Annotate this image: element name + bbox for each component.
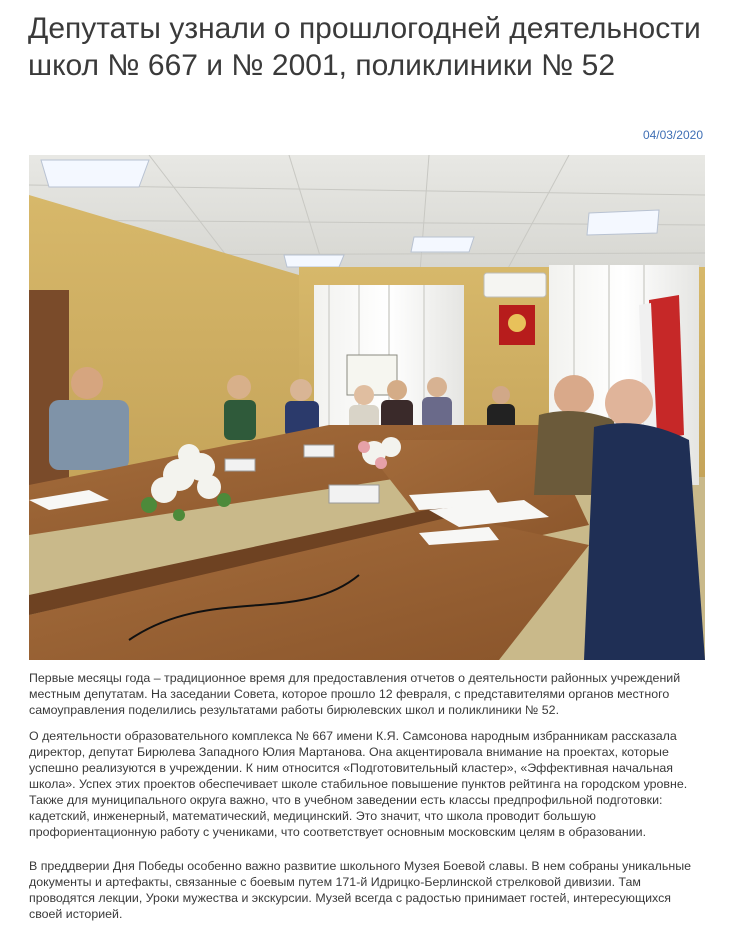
article-photo — [29, 155, 705, 660]
article-paragraph: В преддверии Дня Победы особенно важно развитие школьного Музея Боевой славы. В нем собраны уникальные документы и артефакты, связанные с боевым путем 171-й Идрицко-Берлинской стрелковой дивизии. Там проводятся лекции, Уроки мужества и экскурсии. Музей всегда с радостью принимает гостей, интересующихся своей историей. — [29, 859, 692, 921]
article-paragraph: О деятельности образовательного комплекса № 667 имени К.Я. Самсонова народным избранникам рассказала директор, депутат Бирюлева Западного Юлия Мартанова. Она акцентировала внимание на проектах, которые успешно реализуются в учреждении. К ним относится «Подготовительный кластер», «Эффективная начальная школа». Успех этих проектов обеспечивает школе стабильное повышение пунктов рейтинга на городском уровне. Также для муниципального округа важно, что в учебном заведении есть классы предпрофильной подготовки: кадетский, инженерный, математический, медицинский. Это значит, что школа проводит большую профориентационную работу с учениками, что соответствует основным московским целям в образовании. — [29, 729, 688, 839]
article-date: 04/03/2020 — [642, 128, 703, 142]
article-paragraph: Первые месяцы года – традиционное время для предоставления отчетов о деятельности районных учреждений местным депутатам. На заседании Совета, которое прошло 12 февраля, с представителями органов местного самоуправления поделились результатами работы бирюлевских школ и поликлиники № 52. — [29, 671, 681, 717]
article-title: Депутаты узнали о прошлогодней деятельности школ № 667 и № 2001, поликлиники № 52 — [28, 12, 701, 82]
